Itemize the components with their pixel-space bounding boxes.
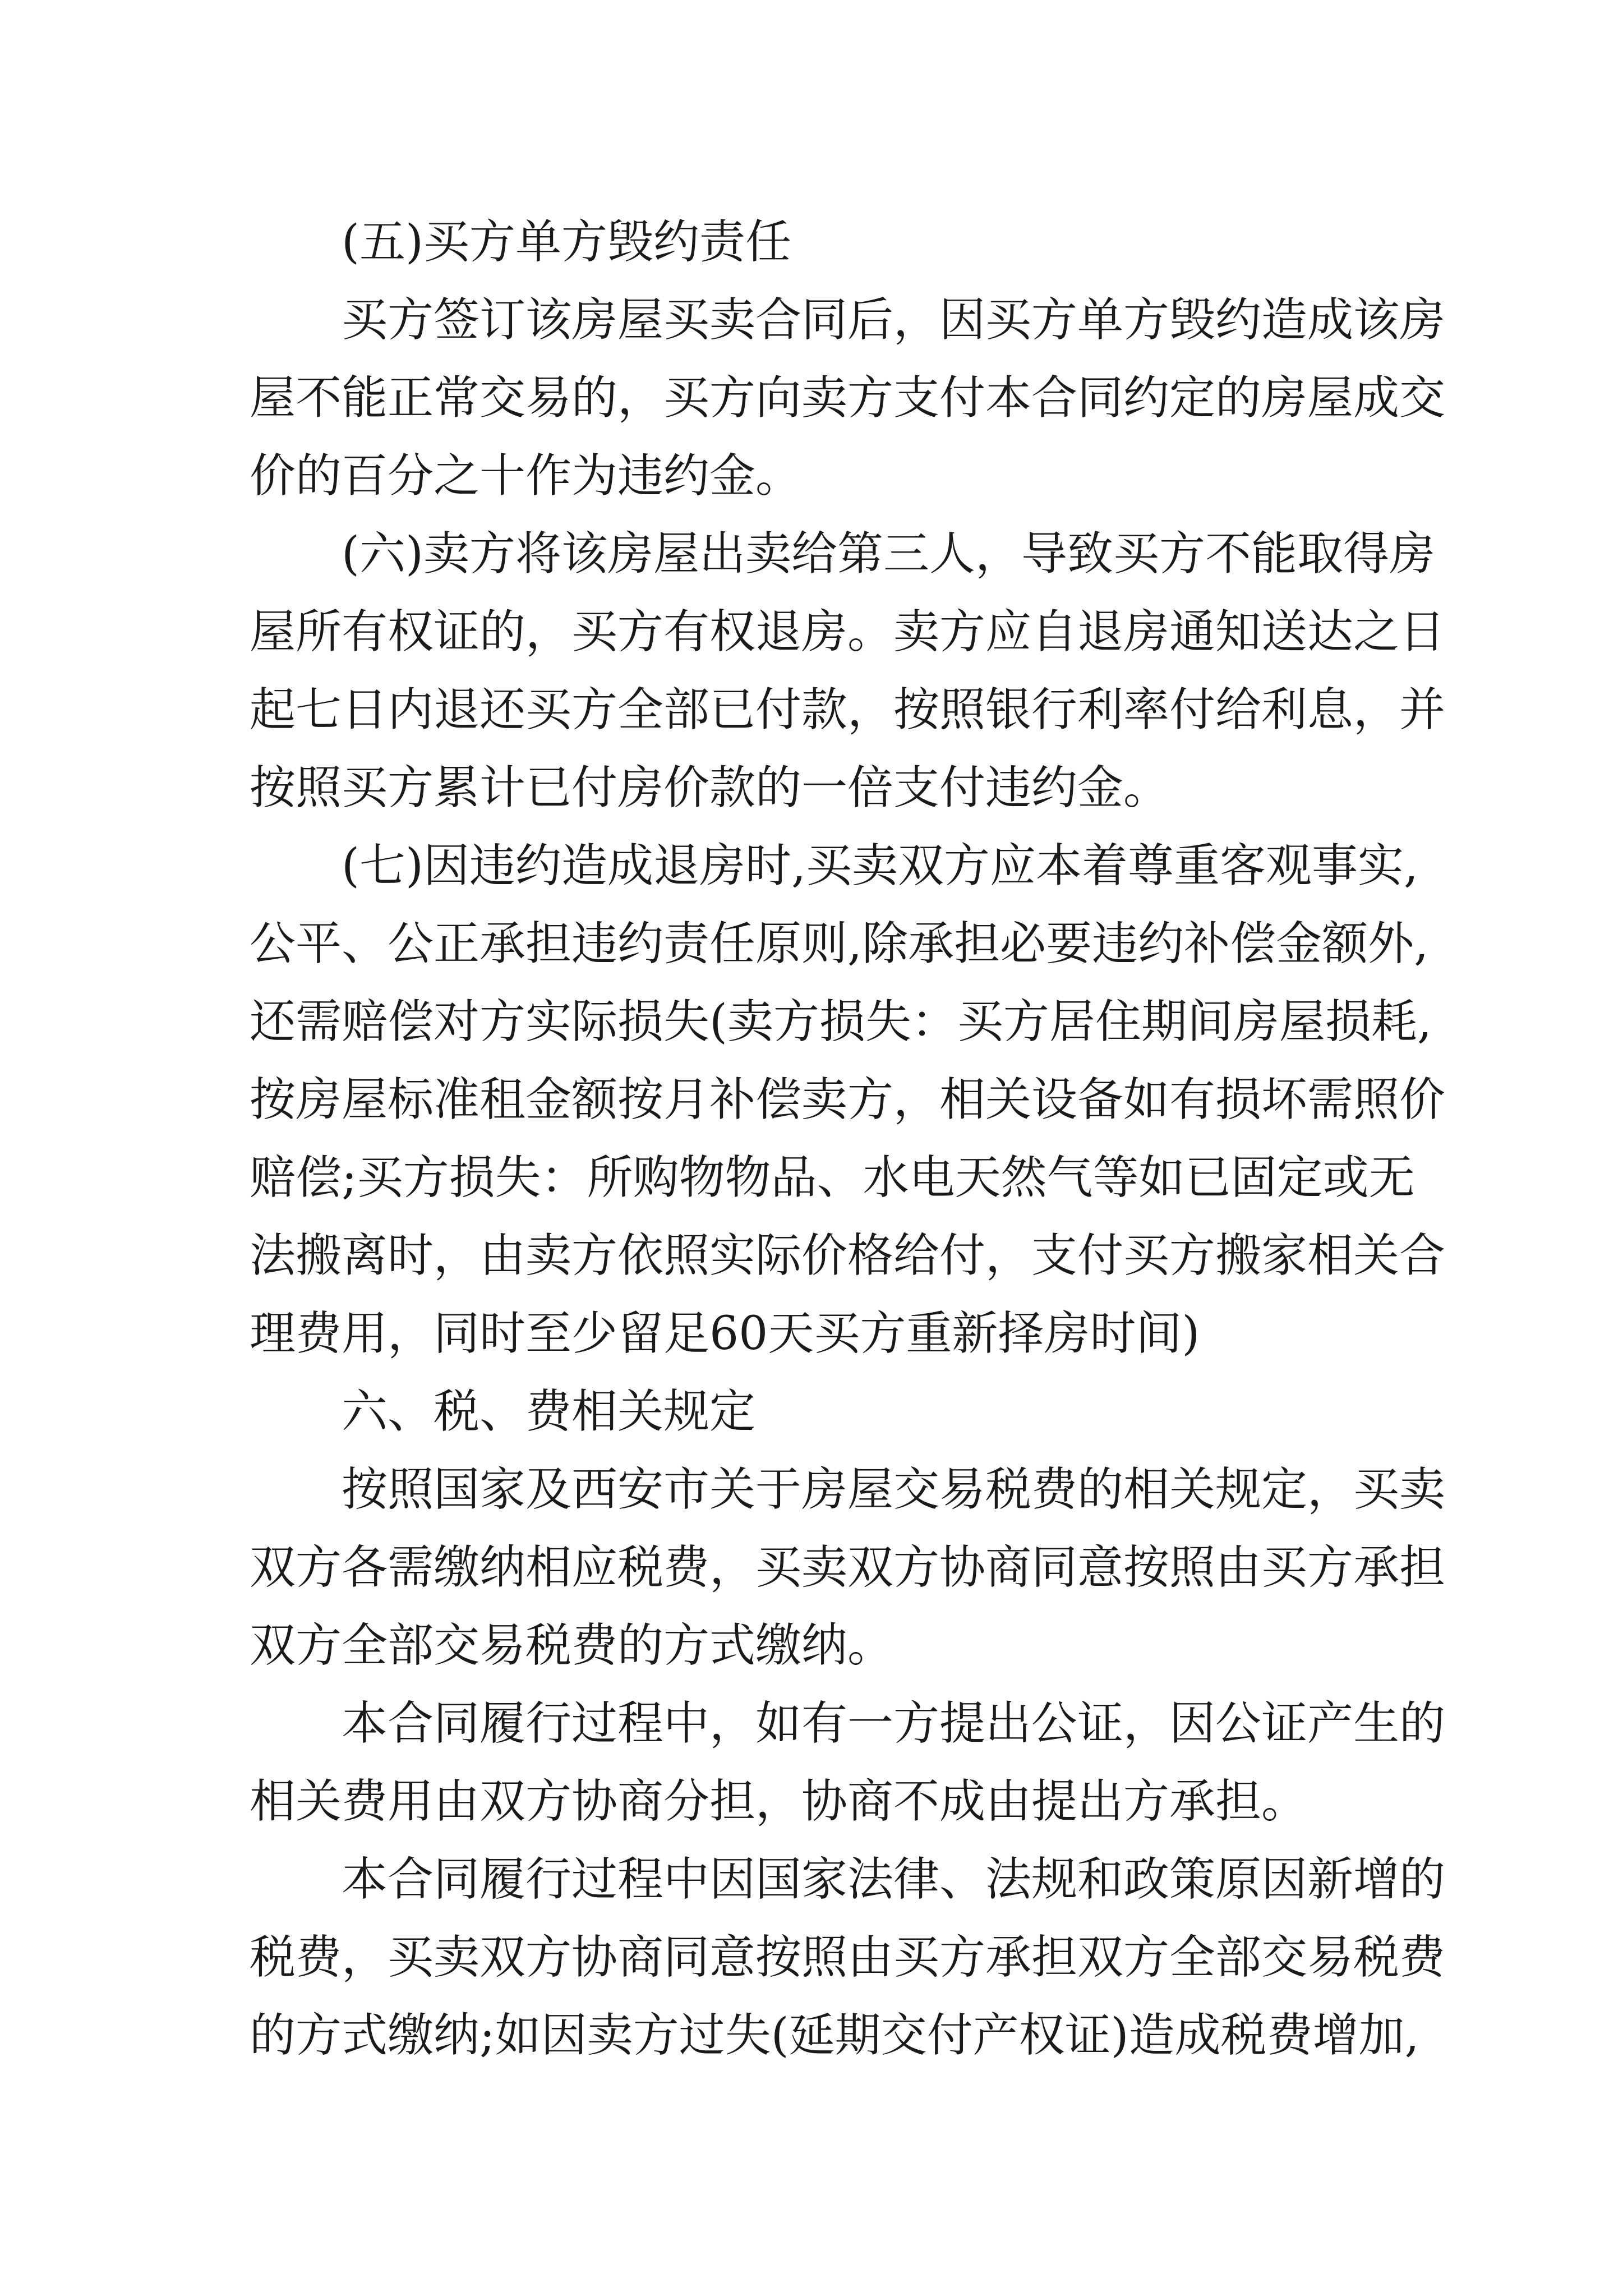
paragraph-line: 本合同履行过程中因国家法律、法规和政策原因新增的 xyxy=(342,1853,1446,1906)
paragraph-line: 按房屋标准租金额按月补偿卖方，相关设备如有损坏需照价 xyxy=(250,1073,1446,1126)
paragraph-line: 本合同履行过程中，如有一方提出公证，因公证产生的 xyxy=(342,1697,1446,1750)
paragraph-line: 按照国家及西安市关于房屋交易税费的相关规定，买卖 xyxy=(342,1463,1446,1516)
section-heading-seller-resale: (六)卖方将该房屋出卖给第三人，导致买方不能取得房 xyxy=(342,527,1435,581)
paragraph-line: 双方全部交易税费的方式缴纳。 xyxy=(250,1619,894,1672)
paragraph-line: 双方各需缴纳相应税费，买卖双方协商同意按照由买方承担 xyxy=(250,1541,1446,1594)
paragraph-line: 公平、公正承担违约责任原则,除承担必要违约补偿金额外, xyxy=(250,917,1429,970)
paragraph-line: 的方式缴纳;如因卖方过失(延期交付产权证)造成税费增加, xyxy=(250,2009,1419,2062)
paragraph-line: 按照买方累计已付房价款的一倍支付违约金。 xyxy=(250,761,1170,815)
paragraph-line: 价的百分之十作为违约金。 xyxy=(250,449,802,503)
paragraph-line: 赔偿;买方损失：所购物物品、水电天然气等如已固定或无 xyxy=(250,1151,1415,1204)
paragraph-line: 税费，买卖双方协商同意按照由买方承担双方全部交易税费 xyxy=(250,1931,1446,1984)
paragraph-line: 法搬离时，由卖方依照实际价格给付，支付买方搬家相关合 xyxy=(250,1229,1446,1282)
paragraph-line: 买方签订该房屋买卖合同后，因买方单方毁约造成该房 xyxy=(342,293,1446,347)
paragraph-line: 屋不能正常交易的，买方向卖方支付本合同约定的房屋成交 xyxy=(250,371,1446,425)
paragraph-line: 屋所有权证的，买方有权退房。卖方应自退房通知送达之日 xyxy=(250,605,1446,659)
paragraph-line: 相关费用由双方协商分担，协商不成由提出方承担。 xyxy=(250,1775,1308,1828)
section-heading-buyer-breach: (五)买方单方毁约责任 xyxy=(342,215,791,269)
section-heading-taxes-fees: 六、税、费相关规定 xyxy=(342,1385,756,1438)
paragraph-line: 还需赔偿对方实际损失(卖方损失：买方居住期间房屋损耗, xyxy=(250,995,1432,1048)
section-heading-refund-on-breach: (七)因违约造成退房时,买卖双方应本着尊重客观事实, xyxy=(342,839,1419,892)
paragraph-line: 起七日内退还买方全部已付款，按照银行利率付给利息，并 xyxy=(250,683,1446,737)
paragraph-line: 理费用，同时至少留足60天买方重新择房时间) xyxy=(250,1307,1200,1360)
